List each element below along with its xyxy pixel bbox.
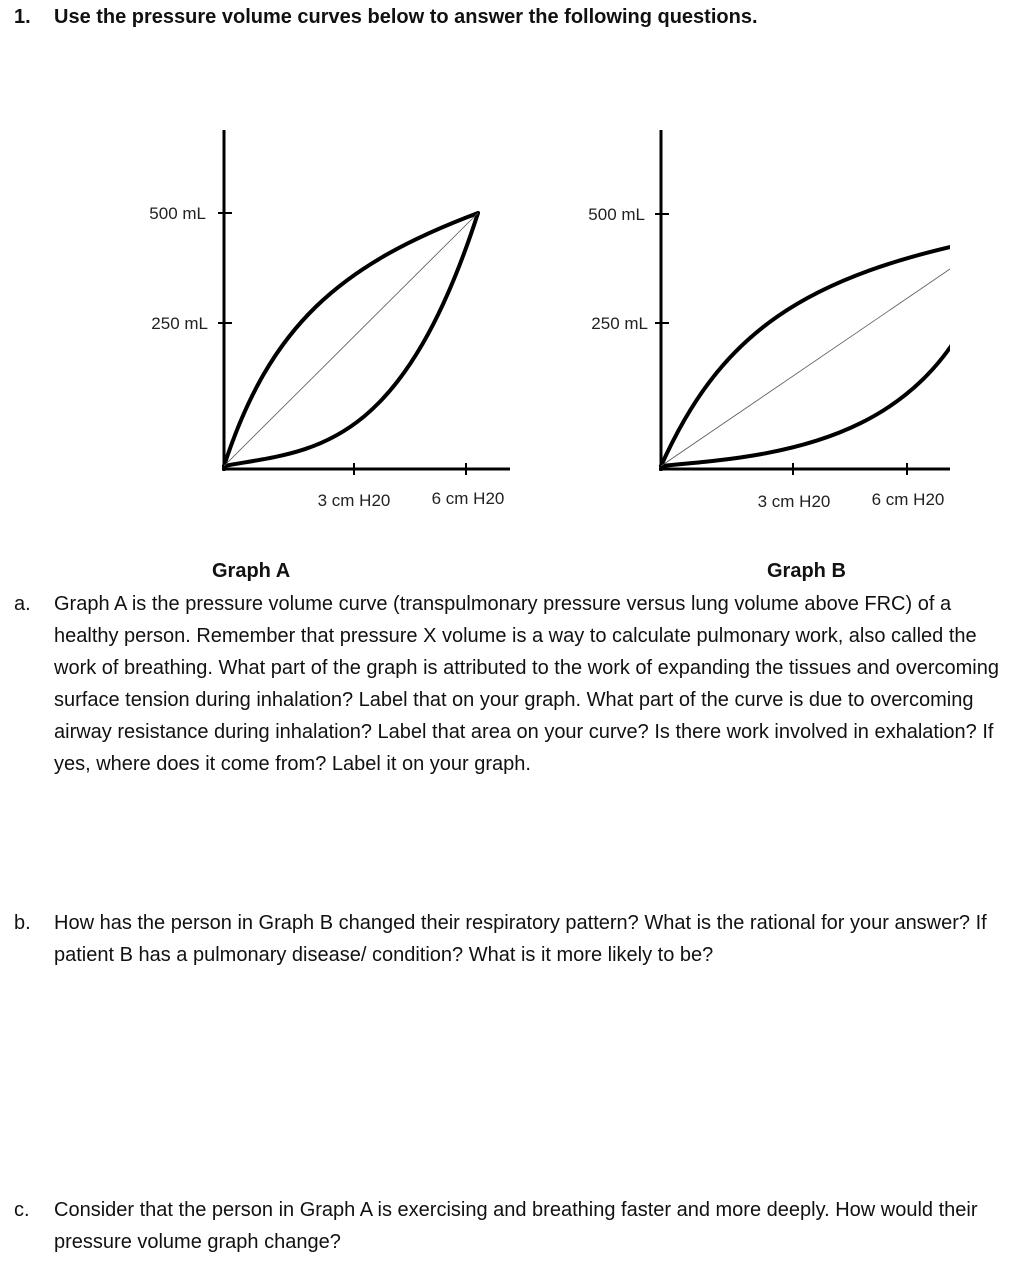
question-item-b <box>14 907 1004 971</box>
question-number: 1. <box>14 6 31 28</box>
graph-a-caption: Graph A <box>212 560 291 582</box>
question-title: Use the pressure volume curves below to answer the following questions. <box>54 6 758 28</box>
compliance-line <box>661 237 950 466</box>
question-item-c <box>14 1194 1004 1258</box>
question-header <box>14 6 758 29</box>
graph-b-caption: Graph B <box>767 560 846 582</box>
y-tick-label-250: 250 mL <box>151 314 208 333</box>
item-letter: a. <box>14 593 31 615</box>
x-tick-label-6: 6 cm H20 <box>431 489 505 508</box>
item-letter: c. <box>14 1199 30 1221</box>
graph-b <box>550 125 950 525</box>
y-tick-label-250: 250 mL <box>591 314 648 333</box>
item-text: Consider that the person in Graph A is exercising and breathing faster and more deeply. How would their pressure volume graph change? <box>54 1199 978 1253</box>
x-tick-label-3: 3 cm H20 <box>757 492 831 511</box>
y-tick-label-500: 500 mL <box>588 205 645 224</box>
item-text: How has the person in Graph B changed their respiratory pattern? What is the rational for your answer? If patient B has a pulmonary disease/ condition? What is it more likely to be? <box>54 912 987 966</box>
graph-a <box>110 125 510 525</box>
inspiration-curve <box>661 237 950 466</box>
expiration-curve <box>661 237 950 466</box>
item-text: Graph A is the pressure volume curve (transpulmonary pressure versus lung volume above FRC) of a healthy person. Remember that pressure X volume is a way to calculate pulmonary work, also called the work of breathing. What part of the graph is attributed to the work of expanding the tissues and overcoming surface tension during inhalation? Label that on your graph. What part of the curve is due to overcoming airway resistance during inhalation? Label that area on your curve? Is there work involved in exhalation? If yes, where does it come from? Label it on your graph. <box>54 593 999 775</box>
item-letter: b. <box>14 912 31 934</box>
x-tick-label-6: 6 cm H20 <box>871 490 945 509</box>
x-tick-label-3: 3 cm H20 <box>317 491 391 510</box>
question-item-a <box>14 588 1004 780</box>
y-tick-label-500: 500 mL <box>149 204 206 223</box>
